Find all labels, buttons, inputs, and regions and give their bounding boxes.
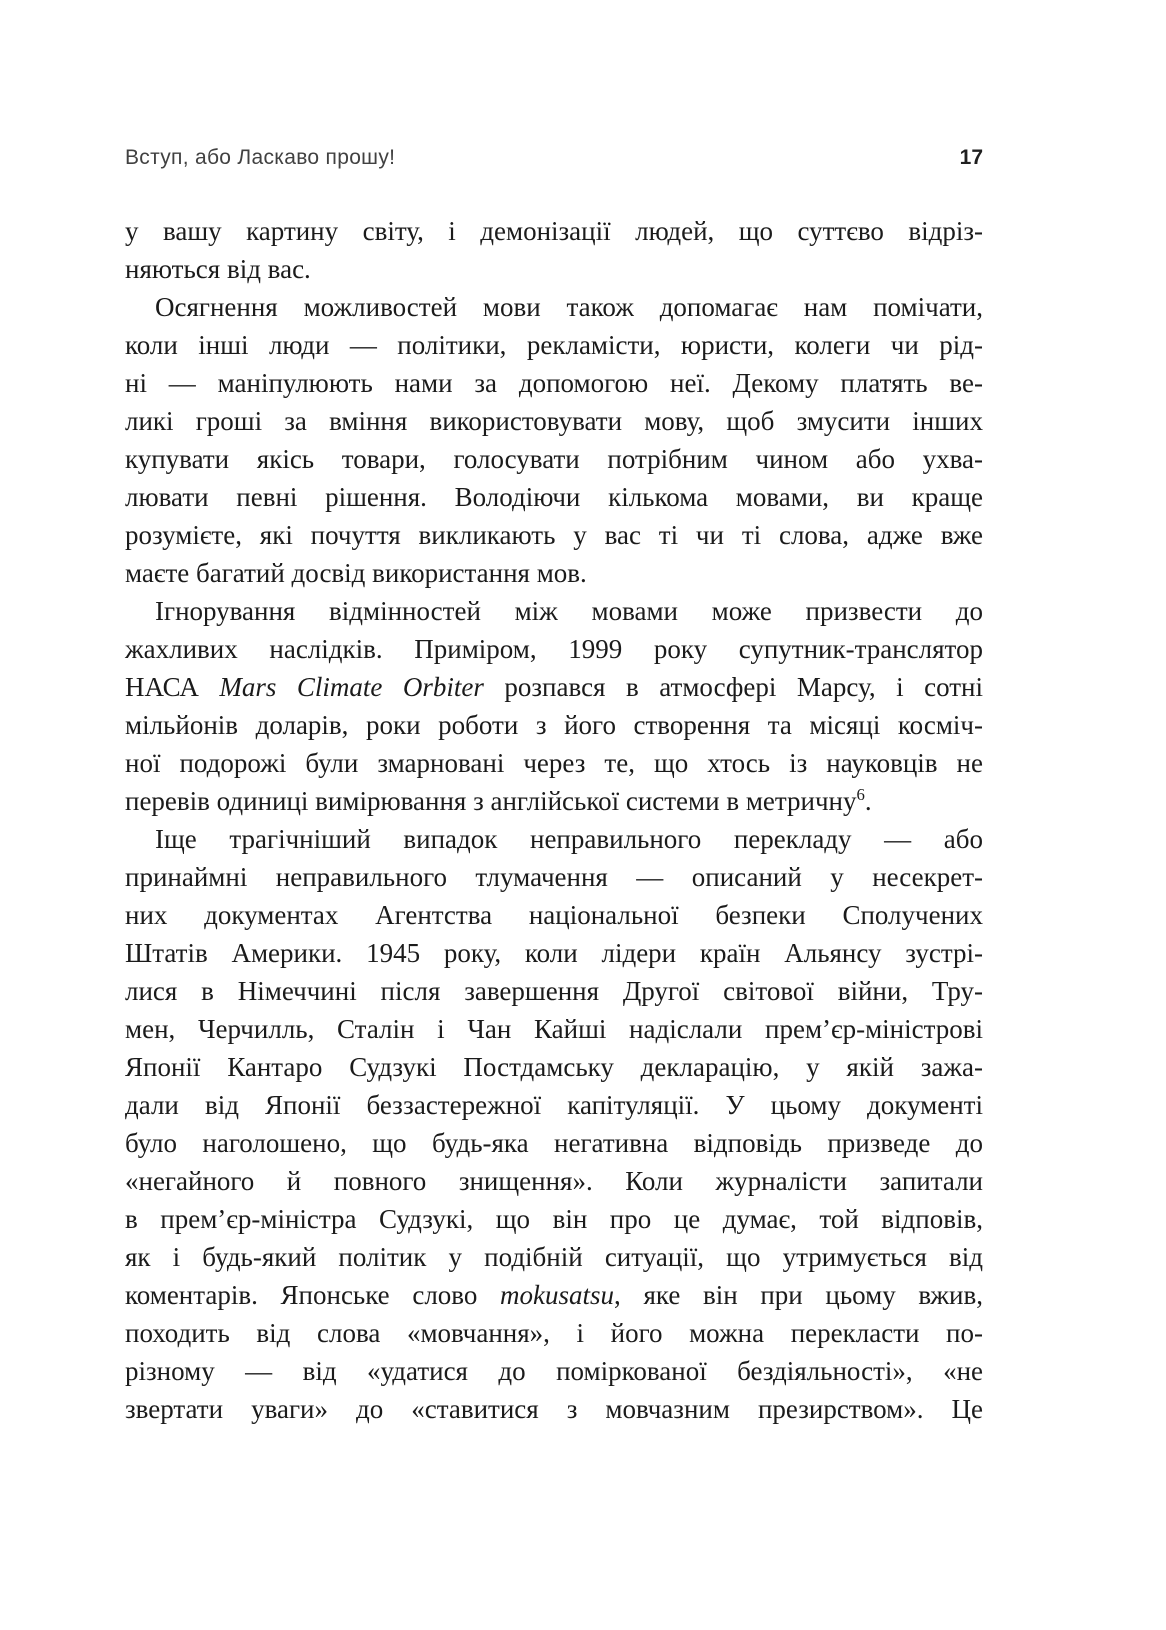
text-line <box>125 972 983 1010</box>
text-line <box>125 212 983 250</box>
text-segment: Осягнення можливостей мови також допомагає нам помічати, <box>155 292 983 322</box>
text-segment: коли інші люди — політики, рекламісти, юристи, колеги чи рід- <box>125 330 983 360</box>
text-segment: перевів одиниці вимірювання з англійської системи в метричну <box>125 786 857 816</box>
text-segment: розпався в атмосфері Марсу, і сотні <box>483 672 983 702</box>
italic-text: mokusatsu <box>500 1280 615 1310</box>
text-segment: було наголошено, що будь-яка негативна відповідь призведе до <box>125 1128 983 1158</box>
text-segment: дали від Японії беззастережної капітуляції. У цьому документі <box>125 1090 983 1120</box>
text-segment: Штатів Америки. 1945 року, коли лідери країн Альянсу зустрі- <box>125 938 983 968</box>
italic-text: Mars Climate Orbiter <box>219 672 484 702</box>
text-line <box>125 896 983 934</box>
text-line <box>125 516 983 554</box>
page-number: 17 <box>959 146 983 169</box>
text-segment: . <box>864 786 872 816</box>
text-line <box>125 668 983 706</box>
text-line <box>125 1238 983 1276</box>
text-segment: як і будь-який політик у подібній ситуації, що утримується від <box>125 1242 983 1272</box>
text-segment: принаймні неправильного тлумачення — описаний у несекрет- <box>125 862 983 892</box>
text-line <box>125 326 983 364</box>
text-line <box>125 288 983 326</box>
text-segment: «негайного й повного знищення». Коли журналісти запитали <box>125 1166 983 1196</box>
text-segment: ликі гроші за вміння використовувати мову, щоб змусити інших <box>125 406 983 436</box>
body-text <box>125 212 983 1428</box>
text-line <box>125 440 983 478</box>
text-segment: НАСА <box>125 672 220 702</box>
footnote-reference: 6 <box>856 785 865 804</box>
text-line <box>125 478 983 516</box>
text-line <box>125 1162 983 1200</box>
text-segment: жахливих наслідків. Приміром, 1999 року супутник-транслятор <box>125 634 983 664</box>
text-segment: походить від слова «мовчання», і його можна перекласти по- <box>125 1318 983 1348</box>
text-line <box>125 1314 983 1352</box>
text-segment: розумієте, які почуття викликають у вас ті чи ті слова, адже вже <box>125 520 983 550</box>
text-segment: Іще трагічніший випадок неправильного перекладу — або <box>155 824 983 854</box>
text-segment: в прем’єр-міністра Судзукі, що він про це думає, той відповів, <box>125 1204 983 1234</box>
text-segment: ні — маніпулюють нами за допомогою неї. Декому платять ве- <box>125 368 983 398</box>
text-line <box>125 1352 983 1390</box>
text-segment: у вашу картину світу, і демонізації людей, що суттєво відріз- <box>125 216 983 246</box>
text-segment: звертати уваги» до «ставитися з мовчазним презирством». Це <box>125 1394 983 1424</box>
text-line <box>125 402 983 440</box>
text-segment: лися в Німеччині після завершення Другої світової війни, Тру- <box>125 976 983 1006</box>
text-line <box>125 364 983 402</box>
text-line <box>125 706 983 744</box>
text-segment: купувати якісь товари, голосувати потрібним чином або ухва- <box>125 444 983 474</box>
paragraph <box>125 592 983 820</box>
text-line <box>125 934 983 972</box>
text-line <box>125 744 983 782</box>
text-line <box>125 782 983 820</box>
text-segment: Ігнорування відмінностей між мовами може призвести до <box>155 596 983 626</box>
text-line <box>125 1048 983 1086</box>
text-segment: няються від вас. <box>125 254 311 284</box>
text-line <box>125 820 983 858</box>
text-line <box>125 1010 983 1048</box>
text-segment: них документах Агентства національної безпеки Сполучених <box>125 900 983 930</box>
text-line <box>125 592 983 630</box>
text-line <box>125 630 983 668</box>
text-segment: , яке він при цьому вжив, <box>614 1280 983 1310</box>
paragraph <box>125 212 983 288</box>
text-segment: коментарів. Японське слово <box>125 1280 501 1310</box>
text-line <box>125 554 983 592</box>
text-line <box>125 858 983 896</box>
text-segment: маєте багатий досвід використання мов. <box>125 558 587 588</box>
text-line <box>125 1200 983 1238</box>
text-segment: різному — від «удатися до поміркованої бездіяльності», «не <box>125 1356 983 1386</box>
running-head-title: Вступ, або Ласкаво прошу! <box>125 146 396 169</box>
paragraph <box>125 820 983 1428</box>
text-line <box>125 1390 983 1428</box>
text-segment: лювати певні рішення. Володіючи кількома мовами, ви краще <box>125 482 983 512</box>
text-segment: мен, Черчилль, Сталін і Чан Кайші надіслали прем’єр-міністрові <box>125 1014 983 1044</box>
text-line <box>125 1276 983 1314</box>
text-line <box>125 1086 983 1124</box>
text-line <box>125 250 983 288</box>
running-header <box>125 146 983 178</box>
text-segment: ної подорожі були змарновані через те, що хтось із науковців не <box>125 748 983 778</box>
text-line <box>125 1124 983 1162</box>
paragraph <box>125 288 983 592</box>
text-segment: Японії Кантаро Судзукі Постдамську декларацію, у якій зажа- <box>125 1052 983 1082</box>
text-segment: мільйонів доларів, роки роботи з його створення та місяці косміч- <box>125 710 983 740</box>
